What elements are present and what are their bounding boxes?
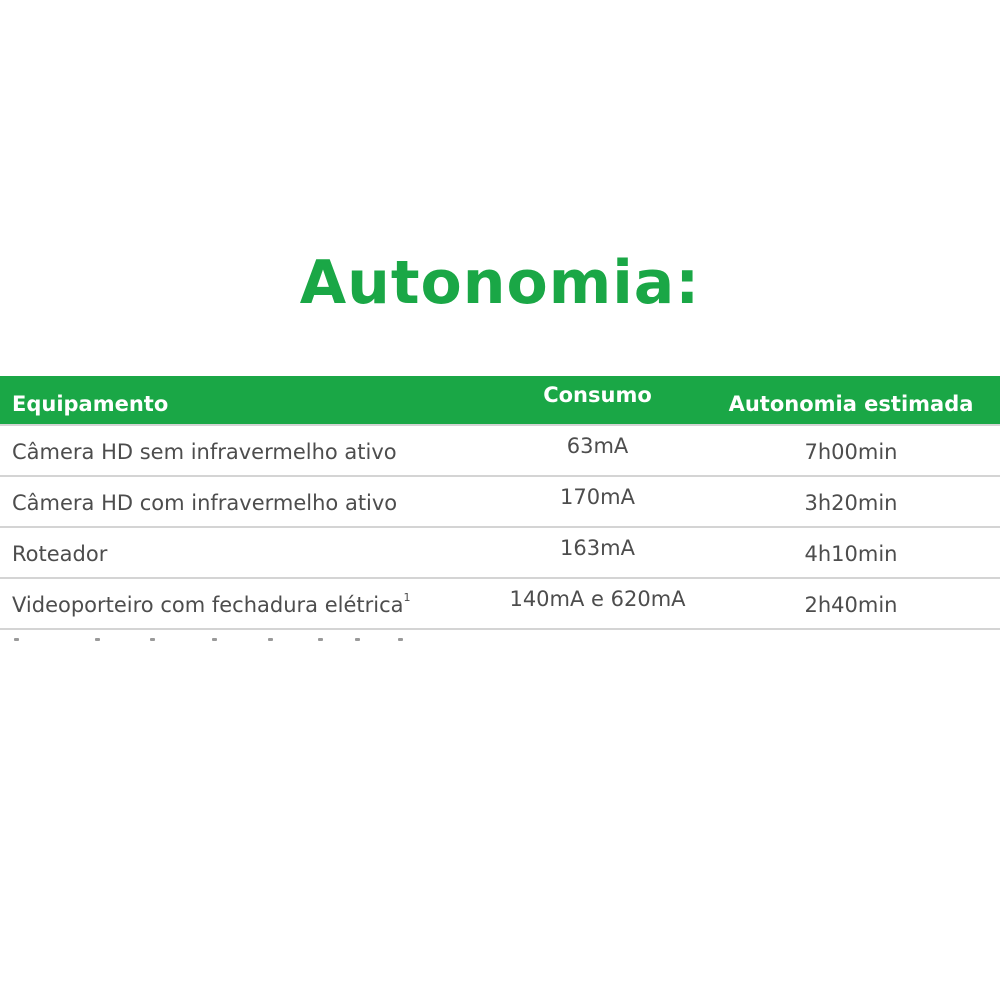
cell-equipment: Câmera HD com infravermelho ativo [12, 491, 398, 515]
cropped-row-remnant [0, 636, 460, 642]
cell-autonomy: 3h20min [804, 491, 898, 515]
header-equipment: Equipamento [12, 392, 169, 416]
table-header [0, 376, 1000, 426]
page-title: Autonomia: [299, 248, 701, 318]
cell-consumption: 163mA [560, 536, 635, 560]
table-row [0, 528, 1000, 579]
cell-equipment: Câmera HD sem infravermelho ativo [12, 440, 397, 464]
table-row [0, 477, 1000, 528]
cell-autonomy: 4h10min [804, 542, 898, 566]
cell-equipment [12, 593, 411, 617]
autonomy-table [0, 376, 1000, 630]
footnote-marker: 1 [403, 591, 411, 604]
cell-consumption: 63mA [566, 434, 629, 458]
header-autonomy: Autonomia estimada [728, 392, 974, 416]
cell-equipment-text: Videoporteiro com fechadura elétrica [12, 593, 404, 617]
table-row [0, 579, 1000, 630]
header-consumption: Consumo [543, 383, 652, 407]
cell-autonomy: 7h00min [804, 440, 898, 464]
cell-consumption: 170mA [560, 485, 635, 509]
cell-consumption: 140mA e 620mA [509, 587, 686, 611]
cell-autonomy: 2h40min [804, 593, 898, 617]
table-row [0, 426, 1000, 477]
cell-equipment: Roteador [12, 542, 108, 566]
